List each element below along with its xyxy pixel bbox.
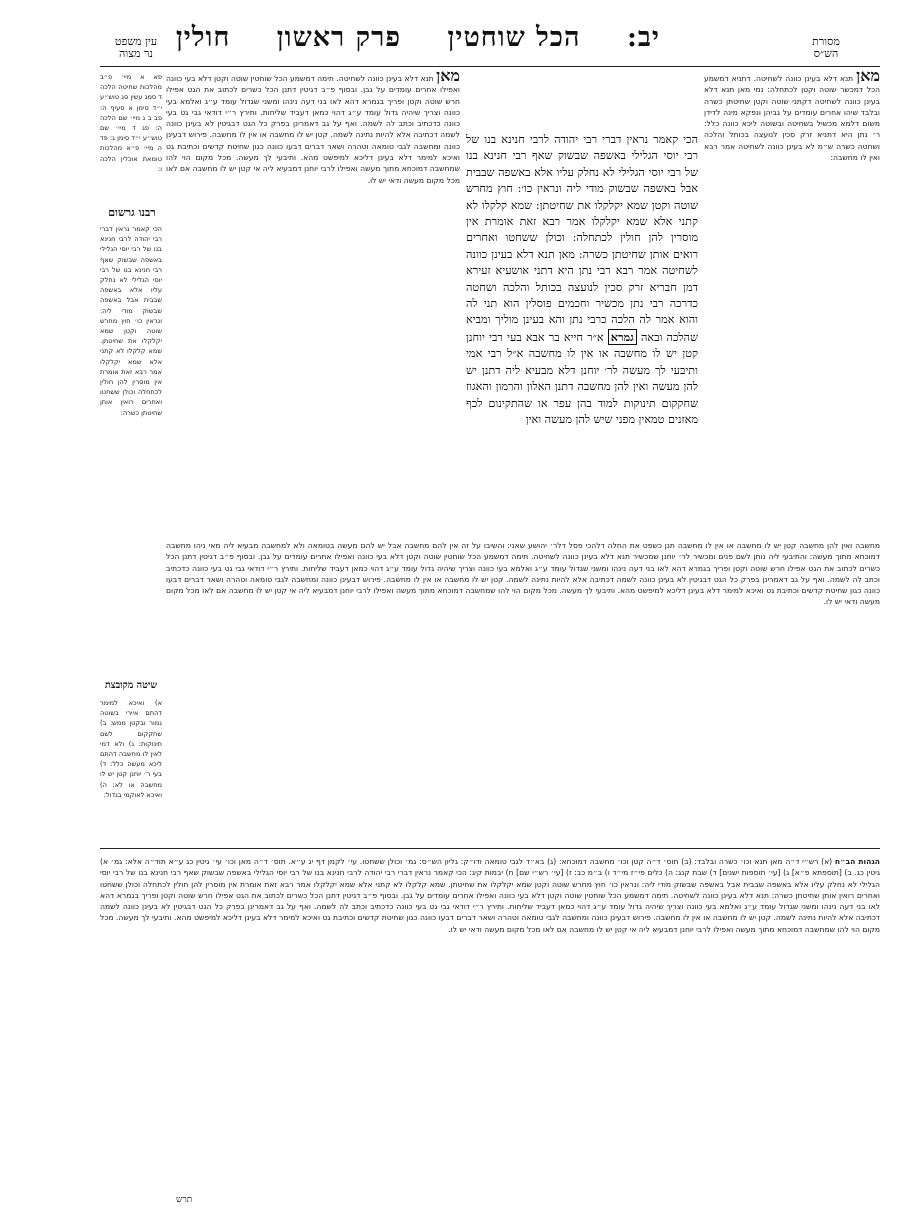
tosafot-text: תנא דלא בעינן כוונה לשחיטה. תימה דמשמע הכל שוחטין שוטה וקטן דלא בעי כוונה ואפילו אחרים עומדים על גבן. ובסוף פ״ב דגיטין דתנן הכל כשרים לכתוב את הגט אפילו חרש שוטה וקטן ופריך בגמרא דהא לאו בני דעה נינהו ומשני שגדול עומד ע״ג ואלמא בעי כוונה וצריך שיהיה גדול עומד ע״ג דהוי כמאן דעביד שליחות. ותירץ ר״י דודאי גבי גט בעי כוונה כדכתיב וכתב לה לשמה. ואף על גב דאמרינן בפרק כל הגט דבגיטין לא בעינן כוונה לשמה דכתיבה אלא להיות נתינה לשמה. קטן יש לו מחשבה או אין לו מחשבה. פירוש דבעינן כוונה ומחשבה לגבי טומאה וטהרה ושאר דברים דבעו כוונה כגון שחיטת קדשים וכתיבת גט ואיכא למימר דלא בעינן דליכא למיפשט מהא. ותיבעי לך מעשה. מכל מקום הוי להו שמחשבה דמוכחא מתוך מעשה ואפילו לרבי יוחנן דמבעיא ליה אי קטן יש לו מחשבה אם לאו מכל מקום מעשה ודאי יש לו. [166,74,460,185]
rashi-text: תנא דלא בעינן כוונה לשחיטה. דתניא דמשמע הכל דמכשר שוטה וקטן לכתחלה: נמי מאן תנא דלא בעינן כוונה לשחיטה דקתני שוטה וקטן שחיטתן כשרה ובלבד שיהו אחרים עומדים על גביהן ונפקא מינה לדידן משום דלמא מכשיל בשחיטה ובשוטה ליכא כוונה כלל: ר׳ נתן היא דתניא זרק סכין לנועצה בכותל והלכה ושחטה כשרה ש״מ לא בעינן כוונה לשחיטה אמר רבא ואין לו מחשבה: [704,74,880,163]
chapter-title: פרק ראשון [276,22,402,53]
mesoret-label: מסורת הש״ס [812,35,840,60]
page-header [0,0,914,66]
catchword: תרש [176,1195,193,1205]
mesoret-text: גמ׳ א) גיטין כג. ב) [תוספתא פ״א] ג) [עי׳ תוספות ישנים] ד) שבת קנג: ה) כלים פי״ז מי״ד ו) ב״מ כב: ז) [עי׳ רש״י שם] ח) יבמות קיג: [100,857,880,878]
gemara-main [466,132,698,534]
rashi-lower [166,540,880,840]
gilyon-text: גליון הש״ס: גמ׳ וכולן ששחטו. עי׳ לקמן דף יג ע״א. תוס׳ ד״ה מאן וכו׳ עי׳ גיטין כג ע״א תוד״ה אלא: [125,857,458,866]
ein-mishpat-label: עין משפט נר מצוה [114,35,158,60]
gemara-marker: גמרא [608,329,637,345]
tosafot-bottom [100,856,880,1186]
hagahot-text: (א) רש״י ד״ה מאן תנא וכו׳ כשרה ובלבד: (ב) תוס׳ ד״ה קטן וכו׳ מחשבה דמוכחא: (ג) בא״ד לגבי טומאה ודו״ק: [460,857,833,866]
shita-mekubetzet-text: א) ואיכא למימר דהתם איירי בשוטה גמור ובקטן ממש: ב) שחקקום לשם תינוקות: ג) ולא דמי לאין לו מחשבה דהתם ליכא מעשה כלל: ד) בעי ר׳ יוחנן קטן יש לו מחשבה או לא: ה) ואיכא לאוקמי בגדול: [100,699,162,799]
header-rule [100,66,880,67]
tosafot-lead-word: מאן [436,70,460,85]
rabbeinu-gershom-text: הכי קאמר נראין דברי רבי יהודה לרבי חנינא בנו של רבי יוסי הגלילי באשפה שבשוק שאף רבי חנינא בנו של רבי יוסי הגלילי לא נחלק עליו אלא באשפה שבבית אבל באשפה שבשוק מודי ליה: ונראין כו׳ חוץ מחרש שוטה וקטן שמא יקלקלו את שחיטתן. שמא קלקלו לא קתני אלא שמא יקלקלו אמר רבא זאת אומרת אין מוסרין להן חולין לכתחלה וכולן ששחטו ואחרים רואין אותן שחיטתן כשרה: [100,225,162,417]
gemara-continuation: א״ר חייא בר אבא בעי רבי יוחנן קטן יש לו מחשבה או אין לו מחשבה א״ל רבי אמי ותיבעי לך מעשה לר׳ יוחנן דלא מבעיא ליה דתנן יש להן מעשה ואין להן מחשבה דתנן האלון והרמון והאגוז שחקקום תינוקות למוד בהן עפר או שהתקינום לכף מאזנים טמאין מפני שיש להן מעשה ואין [466,330,698,426]
tractate-name: חולין [175,22,231,53]
shita-mekubetzet-title: שיטה מקובצת [104,680,158,691]
daf-number: יב: [626,22,660,53]
tosafot-upper [166,70,460,542]
section-title: הכל שוחטין [447,22,581,53]
page-title [175,22,678,53]
rashi-upper [704,70,880,540]
gemara-intro: הכי קאמר נראין דברי רבי יהודה לרבי חנינא בנו של רבי יוסי הגלילי באשפה שבשוק שאף רבי חנינא בנו של רבי יוסי הגלילי לא נחלק עליו אלא באשפה שבבית אבל באשפה שבשוק מודי ליה ונראין כו׳: חוץ מחרש שוטה וקטן שמא יקלקלו את שחיטתן: שמא קלקלו לא קתני אלא שמא יקלקלו אמר רבא זאת אומרת אין מוסרין להן חולין לכתחלה: וכולן ששחטו ואחרים רואים אותן שחיטתן כשרה: מאן תנא דלא בעינן כוונה לשחיטה אמר רבא רבי נתן היא דתני אושעיא זעירא דמן חבריא זרק סכין לנועצה בכותל והלכה ושחטה כדרכה רבי נתן מכשיר וחכמים פוסלין הוא תני לה והוא אמר לה הלכה כרבי נתן והא בעינן מוליך ומביא שהלכה ובאה [466,133,698,344]
ein-mishpat-notes: פא א מיי׳ פ״ב מהלכות שחיטה הלכה ד סמג עשין סג טוש״ע י״ד סימן א סעיף ה: פב ב ג מיי׳ שם הלכה ה: פג ד מיי׳ שם טוש״ע י״ד סימן ג: פד ה מיי׳ פ״א מהלכות טומאת אוכלין הלכה ו: [100,73,162,173]
bottom-rule [100,848,880,849]
gemara-lower-text: מחשבה ואין להן מחשבה קטן יש לו מחשבה או אין לו מחשבה תנן כשפט את החלה דלהכי פסל דלר׳ יהושע שאני: והשיבו על זה אין להם מחשבה אבל יש להם מעשה בטומאה ולא למחשבה מבעיא ליה מאי ניהו מחשבה דמוכחא מתוך מעשה: והתיבעי ליה נותן לשם פנים ומכשיר לר׳ יוחנן שמכשיר [166,541,880,562]
rabbeinu-gershom-title: רבנו גרשום [108,206,156,219]
rabbeinu-gershom-repeat: הכי קאמר נראין דברי רבי יהודה לרבי חנינא בנו של רבי יוסי הגלילי באשפה שבשוק שאף רבי חנינא בנו של רבי יוסי הגלילי לא נחלק עליו אלא באשפה שבבית אבל באשפה שבשוק מודי ליה: ונראין כו׳ חוץ מחרש שוטה וקטן שמא יקלקלו את שחיטתן. שמא קלקלו לא קתני אלא שמא יקלקלו אמר רבא זאת אומרת אין מוסרין להן חולין לכתחלה וכולן ששחטו ואחרים רואין אותן שחיטתן כשרה: [100,868,880,900]
hagahot-title: הגהות הב״ח [834,857,880,866]
tosafot-lower-text: תנא דלא בעינן כוונה לשחיטה. תימה דמשמע הכל שוחטין שוטה וקטן דלא בעי כוונה ואפילו אחרים עומדים על גבן. ובסוף פ״ב דגיטין דתנן הכל כשרים לכתוב את הגט אפילו חרש שוטה וקטן ופריך בגמרא דהא לאו בני דעה נינהו ומשני שגדול עומד ע״ג ואלמא בעי כוונה וצריך שיהיה גדול עומד ע״ג דהוי כמאן דעביד שליחות. ותירץ ר״י דודאי גבי גט בעי כוונה כדכתיב וכתב לה לשמה. ואף על גב דאמרינן בפרק כל הגט דבגיטין לא בעינן כוונה לשמה דכתיבה אלא להיות נתינה לשמה. קטן יש לו מחשבה או אין לו מחשבה. פירוש דבעינן כוונה ומחשבה לגבי טומאה וטהרה ושאר דברים דבעו כוונה כגון שחיטת קדשים וכתיבת גט ואיכא למימר דלא בעינן דליכא למיפשט מהא. ותיבעי לך מעשה. מכל מקום הוי להו שמחשבה דמוכחא מתוך מעשה ואפילו לרבי יוחנן דמבעיא ליה אי קטן יש לו מחשבה אם לאו מכל מקום מעשה ודאי יש לו. [166,552,880,607]
rashi-lead-word: מאן [856,70,880,85]
tosafot-continuation: תנא דלא בעינן כוונה לשחיטה. תימה דמשמע הכל שוחטין שוטה וקטן דלא בעי כוונה ואפילו אחרים עומדים על גבן. ובסוף פ״ב דגיטין דתנן הכל כשרים לכתוב את הגט אפילו חרש שוטה וקטן ופריך בגמרא דהא לאו בני דעה נינהו ומשני שגדול עומד ע״ג ואלמא בעי כוונה וצריך שיהיה גדול עומד ע״ג דהוי כמאן דעביד שליחות. ותירץ ר״י דודאי גבי גט בעי כוונה כדכתיב וכתב לה לשמה. ואף על גב דאמרינן בפרק כל הגט דבגיטין לא בעינן כוונה לשמה דכתיבה אלא להיות נתינה לשמה. קטן יש לו מחשבה או אין לו מחשבה. פירוש דבעינן כוונה ומחשבה לגבי טומאה וטהרה ושאר דברים דבעו כוונה כגון שחיטת קדשים וכתיבת גט ואיכא למימר דלא בעינן דליכא למיפשט מהא. ותיבעי לך מעשה. מכל מקום הוי להו שמחשבה דמוכחא מתוך מעשה ואפילו לרבי יוחנן דמבעיא ליה אי קטן יש לו מחשבה אם לאו מכל מקום מעשה ודאי יש לו. [100,890,880,934]
